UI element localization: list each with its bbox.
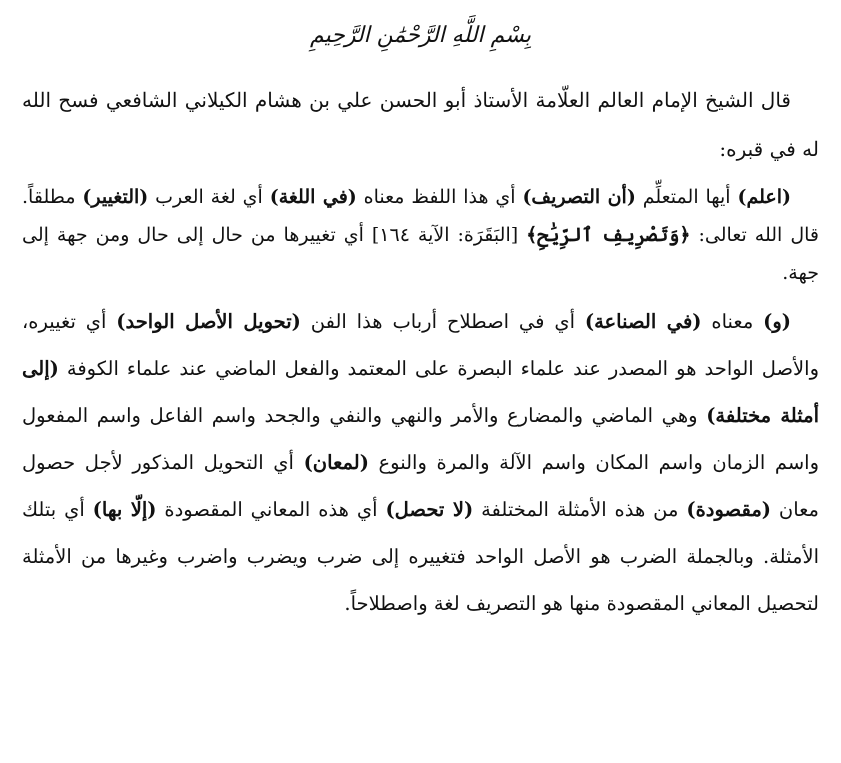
body-text: معناه bbox=[701, 310, 764, 333]
body-text: أي هذا اللفظ معناه bbox=[356, 186, 523, 208]
body-text: أي تغييره، والأصل الواحد هو المصدر عند علماء البصرة على المعتمد والفعل الماضي عند علماء الكوفة bbox=[22, 310, 820, 380]
bold-term: (في اللغة) bbox=[269, 186, 357, 208]
basmala-heading: بِسْمِ اللَّهِ الرَّحْمَٰنِ الرَّحِيمِ bbox=[309, 23, 532, 48]
body-text: أي في اصطلاح أرباب هذا الفن bbox=[300, 310, 585, 333]
bold-term: (مقصودة) bbox=[686, 498, 771, 521]
intro-text: قال الشيخ الإمام العالم العلّامة الأستاذ أبو الحسن علي بن هشام الكيلاني الشافعي فسح الله له في قبره: bbox=[22, 88, 819, 161]
body-text: [البَقَرَة: الآية ١٦٤] أي تغييرها من حال إلى حال ومن جهة إلى جهة. bbox=[22, 224, 819, 284]
bold-term: (في الصناعة) bbox=[584, 310, 702, 333]
quran-verse: ﴿وَتَصْرِيفِ ٱلرِّيَٰحِ﴾ bbox=[526, 224, 691, 246]
bold-term: (لمعان) bbox=[303, 451, 369, 474]
body-text: أي لغة العرب bbox=[148, 186, 270, 208]
bold-term: (إلّا بها) bbox=[92, 498, 157, 521]
body-text: أي التحويل المذكور لأجل حصول معان bbox=[22, 451, 820, 521]
body-text: من هذه الأمثلة المختلفة bbox=[473, 498, 687, 521]
bold-term: (لا تحصل) bbox=[385, 498, 474, 521]
body-text: أيها المتعلِّم bbox=[635, 186, 738, 208]
bold-term: (و) bbox=[763, 310, 791, 333]
bold-term: (اعلم) bbox=[737, 186, 791, 208]
intro-paragraph bbox=[22, 76, 819, 174]
bold-term: (تحويل الأصل الواحد) bbox=[116, 310, 301, 333]
body-text: أي بتلك الأمثلة. وبالجملة الضرب هو الأصل الواحد فتغييره إلى ضرب ويضرب واضرب وغيرها من الأمثلة لتحصيل المعاني المقصودة منها هو التصريف لغة واصطلاحاً. bbox=[22, 498, 819, 615]
definition-paragraph bbox=[22, 178, 819, 292]
body-text: أي هذه المعاني المقصودة bbox=[156, 498, 386, 521]
bold-term: (إلى أمثلة مختلفة) bbox=[22, 357, 819, 427]
technical-paragraph bbox=[22, 298, 819, 627]
bold-term: (أن التصريف) bbox=[522, 186, 636, 208]
body-text: وهي الماضي والمضارع والأمر والنهي والنفي والجحد واسم الفاعل واسم المفعول واسم الزمان واسم المكان واسم الآلة والمرة والنوع bbox=[22, 404, 819, 474]
bold-term: (التغيير) bbox=[82, 186, 149, 208]
body-text: مطلقاً. قال الله تعالى: bbox=[22, 186, 819, 246]
